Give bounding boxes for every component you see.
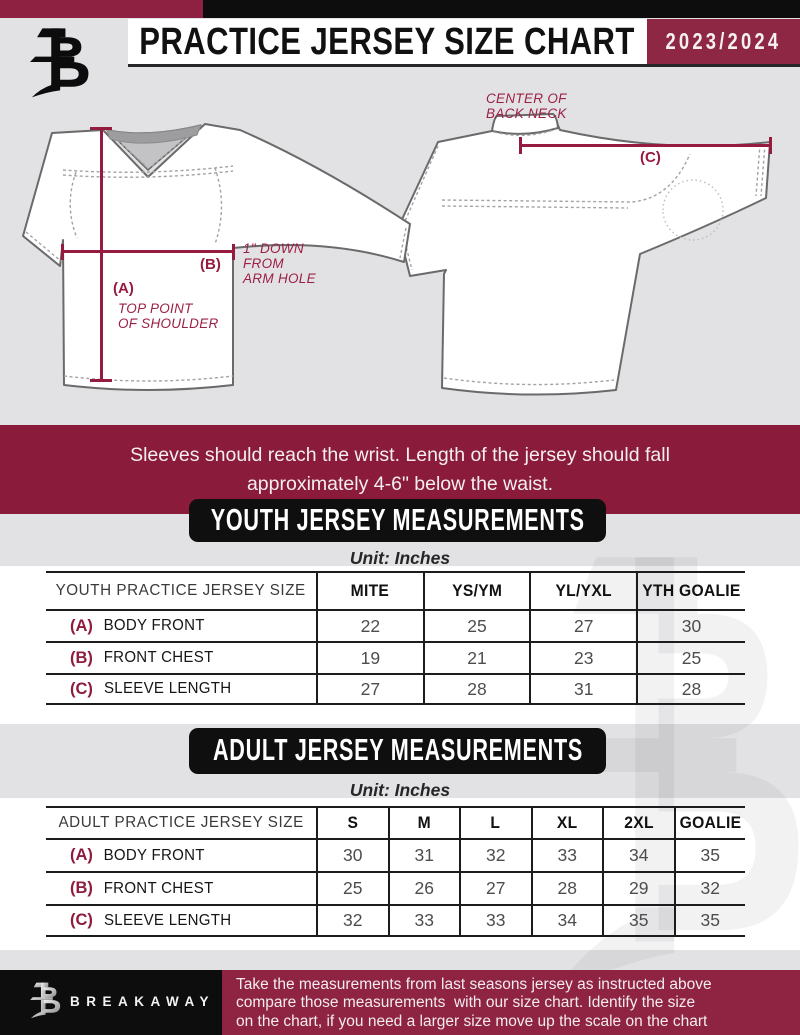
size-header-cell: 2XL [602, 806, 674, 838]
label-b-line2: FROM [243, 256, 284, 271]
value-cell: 27 [459, 871, 531, 904]
label-c-line1: CENTER OF [486, 91, 567, 106]
label-a-key: (A) [113, 280, 134, 297]
measure-line-b-cap-left [61, 244, 64, 260]
label-b-text [243, 241, 316, 286]
value-cell: 25 [423, 609, 530, 641]
label-c-line2: BACK NECK [486, 106, 567, 121]
label-a-text [118, 301, 219, 331]
youth-unit-label: Unit: Inches [349, 548, 451, 568]
value-cell: 35 [602, 904, 674, 937]
measure-line-c [520, 144, 771, 147]
row-label-cell [46, 609, 316, 641]
header-strip [128, 19, 800, 67]
notice-line1: Sleeves should reach the wrist. Length of the jersey should fall [130, 443, 670, 466]
row-key: (A) [70, 846, 93, 864]
row-label: FRONT CHEST [103, 649, 214, 666]
size-header-cell: XL [531, 806, 603, 838]
youth-section-badge [189, 499, 606, 542]
value-cell: 26 [388, 871, 460, 904]
value-cell: 25 [636, 641, 745, 673]
value-cell: 29 [602, 871, 674, 904]
size-header-cell: S [316, 806, 388, 838]
breakaway-b-logo-icon [30, 26, 92, 98]
footer-note-line2: compare those measurements with our size chart. Identify the size [236, 994, 696, 1012]
size-header-cell: M [388, 806, 460, 838]
value-cell: 30 [316, 838, 388, 871]
notice-line2: approximately 4-6" below the waist. [246, 472, 554, 495]
value-cell: 25 [316, 871, 388, 904]
value-cell: 23 [529, 641, 636, 673]
value-cell: 19 [316, 641, 423, 673]
youth-section-title: YOUTH JERSEY MEASUREMENTS [210, 503, 585, 537]
value-cell: 32 [459, 838, 531, 871]
label-b-line1: 1" DOWN [243, 241, 304, 256]
row-label: BODY FRONT [103, 846, 205, 864]
top-accent-bar-left [0, 0, 203, 18]
size-header-cell: GOALIE [674, 806, 746, 838]
value-cell: 28 [636, 673, 745, 705]
measure-line-b [62, 250, 234, 253]
jersey-back-drawing [398, 98, 794, 398]
size-header-cell: YS/YM [423, 571, 530, 609]
adult-section-badge [189, 728, 606, 774]
value-cell: 31 [529, 673, 636, 705]
value-cell: 27 [316, 673, 423, 705]
value-cell: 34 [602, 838, 674, 871]
label-c-key: (C) [640, 149, 661, 166]
row-label: FRONT CHEST [103, 879, 214, 897]
measure-line-a-cap-top [90, 127, 112, 130]
value-cell: 27 [529, 609, 636, 641]
top-accent-bar-right [203, 0, 800, 18]
row-label-cell [46, 871, 316, 904]
label-a-line1: TOP POINT [118, 301, 193, 316]
label-c-text [486, 91, 567, 121]
value-cell: 33 [459, 904, 531, 937]
adult-size-table [46, 806, 745, 937]
row-label-cell [46, 904, 316, 937]
row-key: (A) [70, 616, 93, 635]
label-a-line2: OF SHOULDER [118, 316, 219, 331]
breakaway-b-logo-icon [30, 981, 62, 1019]
measure-line-c-cap-right [769, 137, 772, 154]
size-header-cell: YTH GOALIE [636, 571, 745, 609]
size-header-cell: L [459, 806, 531, 838]
value-cell: 35 [674, 838, 746, 871]
measure-line-a-cap-bottom [90, 379, 112, 382]
row-label-cell [46, 673, 316, 705]
measure-line-c-cap-left [519, 137, 522, 154]
value-cell: 31 [388, 838, 460, 871]
row-label-cell [46, 838, 316, 871]
value-cell: 30 [636, 609, 745, 641]
measure-line-b-cap-right [232, 244, 235, 260]
value-cell: 32 [316, 904, 388, 937]
value-cell: 33 [388, 904, 460, 937]
table-first-header: ADULT PRACTICE JERSEY SIZE [46, 806, 316, 838]
row-label: BODY FRONT [103, 617, 205, 634]
value-cell: 21 [423, 641, 530, 673]
value-cell: 33 [531, 838, 603, 871]
footer-brand-block [0, 970, 222, 1035]
value-cell: 32 [674, 871, 746, 904]
size-header-cell: YL/YXL [529, 571, 636, 609]
row-label-cell [46, 641, 316, 673]
label-b-line3: ARM HOLE [243, 271, 316, 286]
footer-note-line3: on the chart, if you need a larger size move up the scale on the chart [236, 1012, 708, 1030]
table-first-header: YOUTH PRACTICE JERSEY SIZE [46, 571, 316, 609]
value-cell: 34 [531, 904, 603, 937]
row-label: SLEEVE LENGTH [103, 911, 232, 929]
title-band [128, 19, 647, 64]
row-key: (C) [70, 679, 93, 698]
footer-note-block [222, 970, 800, 1035]
value-cell: 22 [316, 609, 423, 641]
footer-note-line1: Take the measurements from last seasons jersey as instructed above [236, 976, 712, 993]
size-header-cell: MITE [316, 571, 423, 609]
row-key: (B) [70, 879, 93, 897]
row-key: (B) [70, 648, 93, 667]
page-title: PRACTICE JERSEY SIZE CHART [139, 20, 636, 62]
adult-unit-label: Unit: Inches [349, 780, 451, 800]
season-label: 2023/2024 [665, 28, 782, 54]
adult-section-title: ADULT JERSEY MEASUREMENTS [212, 733, 583, 768]
value-cell: 28 [423, 673, 530, 705]
row-key: (C) [70, 911, 93, 929]
value-cell: 28 [531, 871, 603, 904]
value-cell: 35 [674, 904, 746, 937]
season-badge [647, 19, 800, 64]
measure-line-a [100, 128, 103, 382]
label-b-key: (B) [200, 256, 221, 273]
row-label: SLEEVE LENGTH [103, 680, 232, 697]
youth-size-table [46, 571, 745, 705]
brand-name: BREAKAWAY [70, 994, 216, 1009]
